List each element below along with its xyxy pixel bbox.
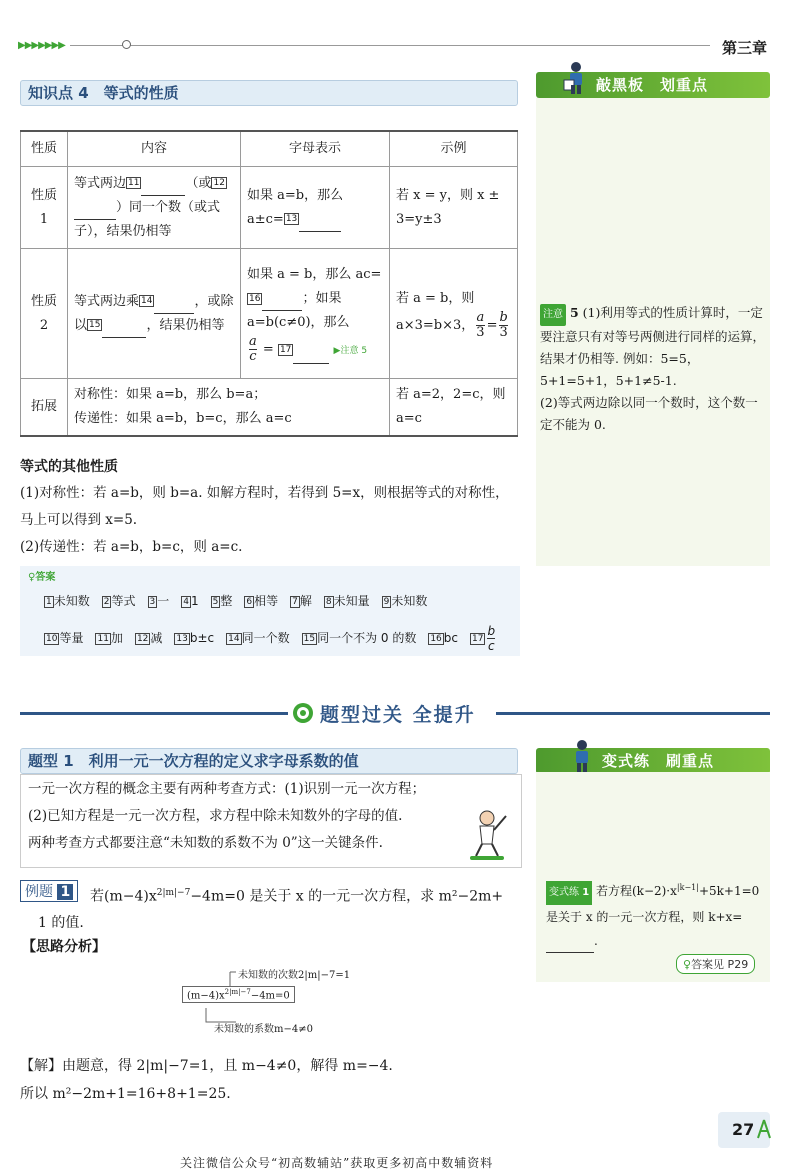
answer-item: [135, 629, 162, 646]
divider-title: 题型过关 全提升: [320, 704, 476, 726]
answer-item: [181, 594, 198, 608]
analysis-label: 【思路分析】: [22, 939, 106, 955]
side-banner-title: 变式练 刷重点: [602, 752, 715, 770]
tip-line: 一元一次方程的概念主要有两种考查方式：(1)识别一元一次方程；: [28, 781, 426, 797]
tip-line: 两种考查方式都要注意“未知数的系数不为 0”这一关键条件.: [28, 835, 383, 851]
answer-text: 加: [110, 631, 123, 645]
fill-blank: [102, 337, 146, 338]
table-row: [21, 379, 518, 437]
paragraph: (2)传递性：若 a=b，b=c，则 a=c.: [20, 539, 243, 555]
answer-text: 未知数: [53, 594, 90, 608]
content-text: ，结果仍相等: [146, 317, 225, 333]
table-header: 性质: [21, 131, 68, 167]
example-badge: 例题 1: [20, 880, 78, 902]
answer-number: 1: [46, 596, 52, 607]
answer-item: [44, 629, 83, 646]
content-text: ，或除以: [74, 293, 234, 333]
fraction-a-over-3: $\frac{a}{3}$: [476, 310, 485, 340]
answer-item: [102, 592, 136, 609]
fraction-a-over-c: $\frac{a}{c}$: [249, 334, 257, 364]
answer-text: 相等: [254, 594, 279, 608]
answer-number: 9: [383, 596, 390, 607]
answer-number: 11: [97, 633, 109, 644]
properties-table: [20, 130, 518, 437]
row-label: 性质 2: [21, 249, 68, 379]
answer-text: 等量: [59, 631, 84, 645]
answer-text: 未知量: [333, 594, 370, 608]
answer-number: 5: [212, 596, 219, 607]
row-content: [68, 167, 241, 249]
answer-item: [302, 629, 417, 646]
content-text: 等式两边乘: [74, 293, 140, 309]
answer-number: 12: [136, 633, 149, 644]
practice-text: +5k+1=0 是关于 x 的一元一次方程，则 k+x=: [546, 884, 760, 924]
note-text: (1)利用等式的性质计算时，一定要注意只有对等号两侧进行同样的运算，结果才仍相等. 例如：5=5，5+1=5+1，5+1≠5-1.: [540, 305, 766, 388]
chapter-label: 第三章: [722, 39, 768, 57]
fill-blank: [74, 219, 116, 220]
row-content: [68, 249, 241, 379]
practice-badge: 变式练 1: [546, 881, 592, 905]
footer-text: 关注微信公众号“初高数辅站”获取更多初高中数辅资料: [180, 1156, 494, 1170]
tip-text: [28, 776, 508, 857]
answer-text: 1: [190, 594, 199, 608]
content-text: 对称性：如果 a=b，那么 b=a；: [74, 387, 267, 402]
answer-number: 3: [149, 596, 156, 607]
tip-line: (2)已知方程是一元一次方程，求方程中除未知数外的字母的值.: [28, 808, 403, 824]
answer-fraction-b-over-c: $\frac{b}{c}$: [487, 624, 496, 653]
answer-item: [211, 592, 233, 609]
answer-text: 减: [150, 631, 163, 645]
other-props-title: 等式的其他性质: [20, 459, 118, 475]
answer-reference[interactable]: ♀答案见 P29: [676, 954, 755, 974]
solution: [20, 1052, 520, 1108]
practice-item: 变式练 1 若方程$(k-2)\cdot x^{|k-1|}+5k+1=0$ 是关于 x 的一元一次方程，则 k+x=.: [546, 876, 766, 953]
fill-blank: [546, 952, 594, 953]
answer-item: [324, 592, 370, 609]
fraction-b-over-3: $\frac{b}{3}$: [499, 310, 508, 340]
row-example: 若 a=2，2=c，则 a=c: [390, 379, 518, 437]
row-letter: [241, 167, 390, 249]
diagram-equation: $(m-4)x^{2|m|-7}-4m=0$: [182, 986, 295, 1003]
table-row: [21, 167, 518, 249]
answer-text: 等式: [111, 594, 136, 608]
answer-number: 7: [292, 596, 298, 607]
letter-text: ；如果 a=b(c≠0)，那么: [247, 291, 350, 330]
note-badge: 注意: [540, 304, 566, 326]
blank-number: 11: [128, 178, 140, 188]
row-label: 性质 1: [21, 167, 68, 249]
answer-row: [44, 592, 439, 609]
row-example: 若 a = b，则 a×3=b×3， $\frac{a}{3}$ = $\frac{b}{3}$: [390, 249, 518, 379]
table-header-row: [21, 131, 518, 167]
blank-number: 12: [213, 178, 225, 188]
answer-item: [382, 592, 428, 609]
answer-item: [428, 631, 458, 645]
header-dot: [122, 40, 131, 49]
teacher-figure-icon: [560, 60, 592, 94]
solution-line: 所以 m²−2m+1=16+8+1=25.: [20, 1086, 231, 1102]
blank-number: 17: [279, 344, 292, 355]
answer-text: 未知数: [391, 594, 428, 608]
header-rule: [70, 45, 710, 46]
answer-item: [244, 592, 278, 609]
practice-text: 若方程(k−2)·x: [595, 884, 677, 898]
answer-item: [174, 631, 214, 645]
row-letter: 如果 a = b，那么 ac=16 ；如果 a=b(c≠0)，那么 $\frac{a}{c}$ = 17 ▶注意 5: [241, 249, 390, 379]
table-row: [21, 249, 518, 379]
divider-line: [496, 712, 770, 715]
blank-number: 15: [89, 320, 101, 330]
content-text: （或: [185, 175, 212, 191]
example-text: 若 a = b，则 a×3=b×3，: [396, 291, 475, 333]
answer-text: 同一个数: [241, 631, 290, 645]
fill-blank: [293, 363, 329, 364]
answer-text: b±c: [189, 631, 215, 645]
answer-text: 一: [157, 594, 170, 608]
fill-blank: [154, 313, 194, 314]
answer-number: 16: [430, 633, 442, 644]
cartoon-skater-icon: [462, 808, 512, 864]
answer-icon: ♀: [683, 958, 692, 971]
answer-number: 15: [303, 633, 316, 644]
letter-text: 如果 a = b，那么 ac=: [247, 267, 382, 282]
blank-number: 13: [285, 214, 298, 224]
target-icon: [292, 702, 314, 724]
page-number: 27: [732, 1120, 755, 1139]
answer-item: [470, 624, 497, 653]
answer-number: 4: [183, 596, 189, 607]
note-text: (2)等式两边除以同一个数时，这个数一定不能为 0.: [540, 395, 758, 432]
answer-item: [226, 629, 289, 646]
row-content: [68, 379, 390, 437]
answer-row: [44, 624, 509, 653]
side-banner-title: 敲黑板 划重点: [596, 76, 709, 94]
fill-blank: [141, 195, 185, 196]
fill-blank: [299, 231, 341, 232]
answer-item: [44, 592, 90, 609]
table-header: 字母表示: [241, 131, 390, 167]
content-text: 传递性：如果 a=b，b=c，那么 a=c: [74, 411, 292, 426]
answer-text: 解: [299, 594, 312, 608]
compass-icon: [756, 1118, 772, 1140]
answer-icon: ♀: [28, 572, 36, 583]
letter-text: 如果 a=b，那么 a±c=: [247, 187, 344, 227]
answer-number: 2: [103, 596, 110, 607]
note-number: 5: [569, 305, 579, 320]
header-arrows: ▶▶▶▶▶▶▶: [18, 40, 65, 51]
answer-item: [290, 592, 312, 609]
content-text: ）同一个数（或式子），结果仍相等: [74, 199, 221, 239]
answer-text: 整: [220, 594, 233, 608]
answer-text: bc: [443, 631, 458, 645]
example-text: 若$(m-4)x^{2|m|-7}-4m=0$ 是关于 x 的一元一次方程，求 m²−2m+: [90, 888, 504, 905]
note-5: [540, 302, 766, 436]
row-label: 拓展: [21, 379, 68, 437]
paragraph: (1)对称性：若 a=b，则 b=a. 如解方程时，若得到 5=x，则根据等式的对称性，马上可以得到 x=5.: [20, 485, 509, 528]
table-header: 示例: [390, 131, 518, 167]
other-props-text: [20, 480, 520, 561]
answer-number: 10: [46, 633, 58, 644]
answer-number: 8: [325, 596, 332, 607]
section-title: 知识点 4 等式的性质: [28, 84, 179, 102]
blank-number: 16: [249, 293, 261, 304]
row-example: 若 x = y，则 x ± 3=y±3: [390, 167, 518, 249]
answer-number: 13: [176, 633, 188, 644]
content-text: 等式两边: [74, 175, 127, 191]
solution-line: 【解】由题意，得 2|m|−7=1，且 m−4≠0，解得 m=−4.: [20, 1058, 393, 1074]
note-link[interactable]: ▶注意 5: [333, 346, 368, 356]
answer-label: ♀答案: [28, 572, 56, 583]
fill-blank: [262, 310, 302, 311]
answer-item: [148, 592, 170, 609]
diagram-degree: 未知数的次数2|m|−7=1: [238, 970, 351, 981]
blank-number: 14: [141, 296, 153, 306]
answer-item: [95, 629, 122, 646]
divider-line: [20, 712, 288, 715]
teacher-figure-icon: [566, 738, 598, 772]
answer-number: 6: [246, 596, 253, 607]
diagram-coefficient: 未知数的系数m−4≠0: [214, 1024, 313, 1035]
answer-number: 17: [472, 633, 484, 644]
answer-number: 14: [228, 633, 240, 644]
practice-exponent: |k−1|: [676, 883, 699, 892]
example-text: 1 的值.: [38, 915, 84, 931]
table-header: 内容: [68, 131, 241, 167]
answer-text: 同一个不为 0 的数: [317, 631, 417, 645]
type-title: 题型 1 利用一元一次方程的定义求字母系数的值: [28, 752, 359, 770]
